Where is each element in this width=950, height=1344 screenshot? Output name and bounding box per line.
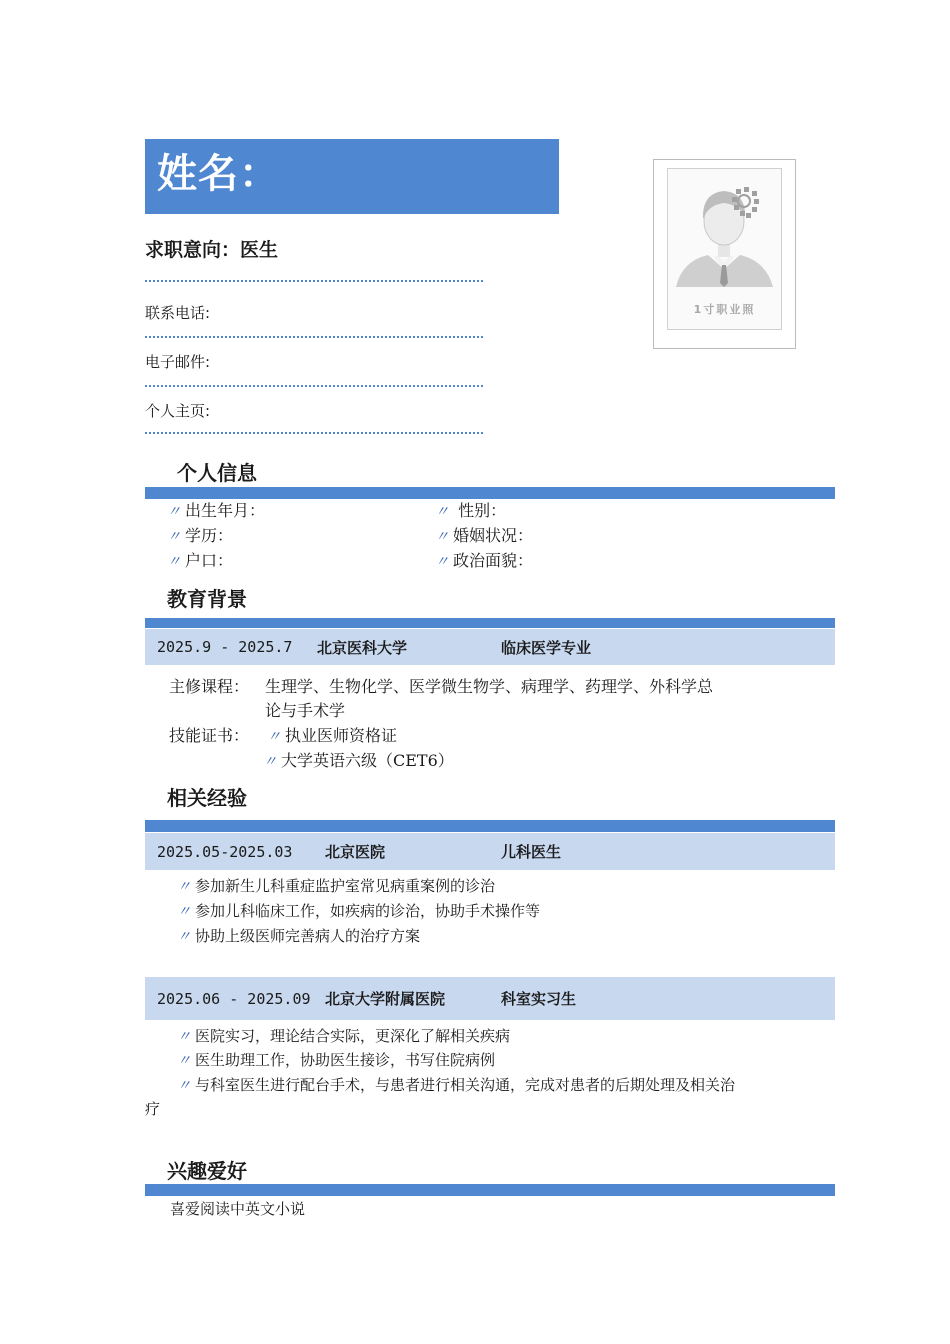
double-slash-bullet-icon: 〃 bbox=[167, 529, 181, 545]
double-slash-bullet-icon: 〃 bbox=[435, 504, 449, 520]
photo-caption: 1寸职业照 bbox=[693, 303, 756, 316]
double-slash-bullet-icon: 〃 bbox=[267, 729, 281, 745]
double-slash-bullet-icon: 〃 bbox=[177, 1053, 191, 1069]
certs-label: 技能证书： bbox=[169, 726, 250, 745]
info-political bbox=[435, 550, 533, 573]
cert-item bbox=[267, 725, 397, 748]
cert-item-label: 大学英语六级（CET6） bbox=[281, 751, 454, 770]
experience-org: 北京医院 bbox=[325, 843, 386, 861]
info-marital bbox=[435, 525, 533, 548]
double-slash-bullet-icon: 〃 bbox=[167, 504, 181, 520]
portrait-icon bbox=[667, 168, 782, 330]
info-political-label: 政治面貌： bbox=[453, 551, 534, 570]
section-title-personal-info: 个人信息 bbox=[177, 461, 257, 485]
info-hukou-label: 户口： bbox=[185, 551, 234, 570]
info-hukou bbox=[167, 550, 233, 573]
info-education-label: 学历： bbox=[185, 526, 234, 545]
double-slash-bullet-icon: 〃 bbox=[177, 929, 191, 945]
experience-item bbox=[177, 1026, 510, 1047]
double-slash-bullet-icon: 〃 bbox=[177, 904, 191, 920]
experience-item bbox=[177, 876, 495, 897]
double-slash-bullet-icon: 〃 bbox=[167, 554, 181, 570]
divider-dotted bbox=[145, 336, 483, 338]
info-gender bbox=[435, 500, 506, 523]
section-bar bbox=[145, 820, 835, 832]
name-label: 姓名： bbox=[157, 151, 280, 197]
experience-item-text: 协助上级医师完善病人的治疗方案 bbox=[195, 927, 421, 945]
experience-item bbox=[177, 1050, 495, 1071]
contact-homepage-label: 个人主页: bbox=[145, 402, 211, 420]
section-title-hobbies: 兴趣爱好 bbox=[167, 1159, 247, 1183]
double-slash-bullet-icon: 〃 bbox=[177, 1029, 191, 1045]
experience-item-overflow: 疗 bbox=[145, 1100, 161, 1118]
education-school: 北京医科大学 bbox=[317, 638, 408, 657]
info-birth bbox=[167, 500, 265, 523]
photo-placeholder bbox=[653, 159, 796, 349]
section-title-education: 教育背景 bbox=[167, 587, 247, 611]
experience-role: 儿科医生 bbox=[501, 843, 562, 861]
cert-item-label: 执业医师资格证 bbox=[285, 726, 398, 745]
cert-item bbox=[263, 750, 454, 773]
info-marital-label: 婚姻状况： bbox=[453, 526, 534, 545]
double-slash-bullet-icon: 〃 bbox=[435, 554, 449, 570]
info-education bbox=[167, 525, 233, 548]
info-birth-label: 出生年月： bbox=[185, 501, 266, 520]
divider-dotted bbox=[145, 385, 483, 387]
hobbies-text: 喜爱阅读中英文小说 bbox=[170, 1200, 306, 1218]
double-slash-bullet-icon: 〃 bbox=[177, 879, 191, 895]
experience-item-text: 参加新生儿科重症监护室常见病重案例的诊治 bbox=[195, 877, 496, 895]
experience-item-text: 参加儿科临床工作，如疾病的诊治，协助手术操作等 bbox=[195, 902, 541, 920]
experience-item bbox=[177, 926, 420, 947]
experience-role: 科室实习生 bbox=[501, 990, 577, 1008]
contact-phone-label: 联系电话: bbox=[145, 304, 211, 322]
experience-item bbox=[177, 901, 540, 922]
section-bar bbox=[145, 487, 835, 499]
divider-dotted bbox=[145, 432, 483, 434]
education-period: 2025.9 - 2025.7 bbox=[157, 638, 293, 656]
section-title-experience: 相关经验 bbox=[167, 786, 247, 810]
courses-line-1: 生理学、生物化学、医学微生物学、病理学、药理学、外科学总 bbox=[265, 677, 714, 696]
info-gender-label: 性别： bbox=[453, 501, 507, 520]
section-bar bbox=[145, 1184, 835, 1196]
experience-period: 2025.06 - 2025.09 bbox=[157, 989, 311, 1008]
experience-band bbox=[145, 833, 835, 870]
experience-org: 北京大学附属医院 bbox=[325, 990, 446, 1008]
experience-period: 2025.05-2025.03 bbox=[157, 842, 293, 861]
double-slash-bullet-icon: 〃 bbox=[263, 754, 277, 770]
education-band bbox=[145, 629, 835, 665]
education-major: 临床医学专业 bbox=[501, 638, 592, 657]
courses-line-2: 论与手术学 bbox=[265, 701, 346, 720]
contact-email-label: 电子邮件: bbox=[145, 353, 211, 371]
double-slash-bullet-icon: 〃 bbox=[435, 529, 449, 545]
double-slash-bullet-icon: 〃 bbox=[177, 1078, 191, 1094]
experience-band bbox=[145, 977, 835, 1020]
section-bar bbox=[145, 618, 835, 628]
experience-item bbox=[177, 1075, 735, 1096]
experience-item-text: 与科室医生进行配台手术，与患者进行相关沟通，完成对患者的后期处理及相关治 bbox=[195, 1076, 736, 1094]
divider-dotted bbox=[145, 280, 483, 282]
courses-label: 主修课程： bbox=[169, 677, 250, 696]
experience-item-text: 医院实习，理论结合实际，更深化了解相关疾病 bbox=[195, 1027, 511, 1045]
experience-item-text: 医生助理工作，协助医生接诊，书写住院病例 bbox=[195, 1051, 496, 1069]
job-intent: 求职意向：医生 bbox=[145, 239, 279, 261]
